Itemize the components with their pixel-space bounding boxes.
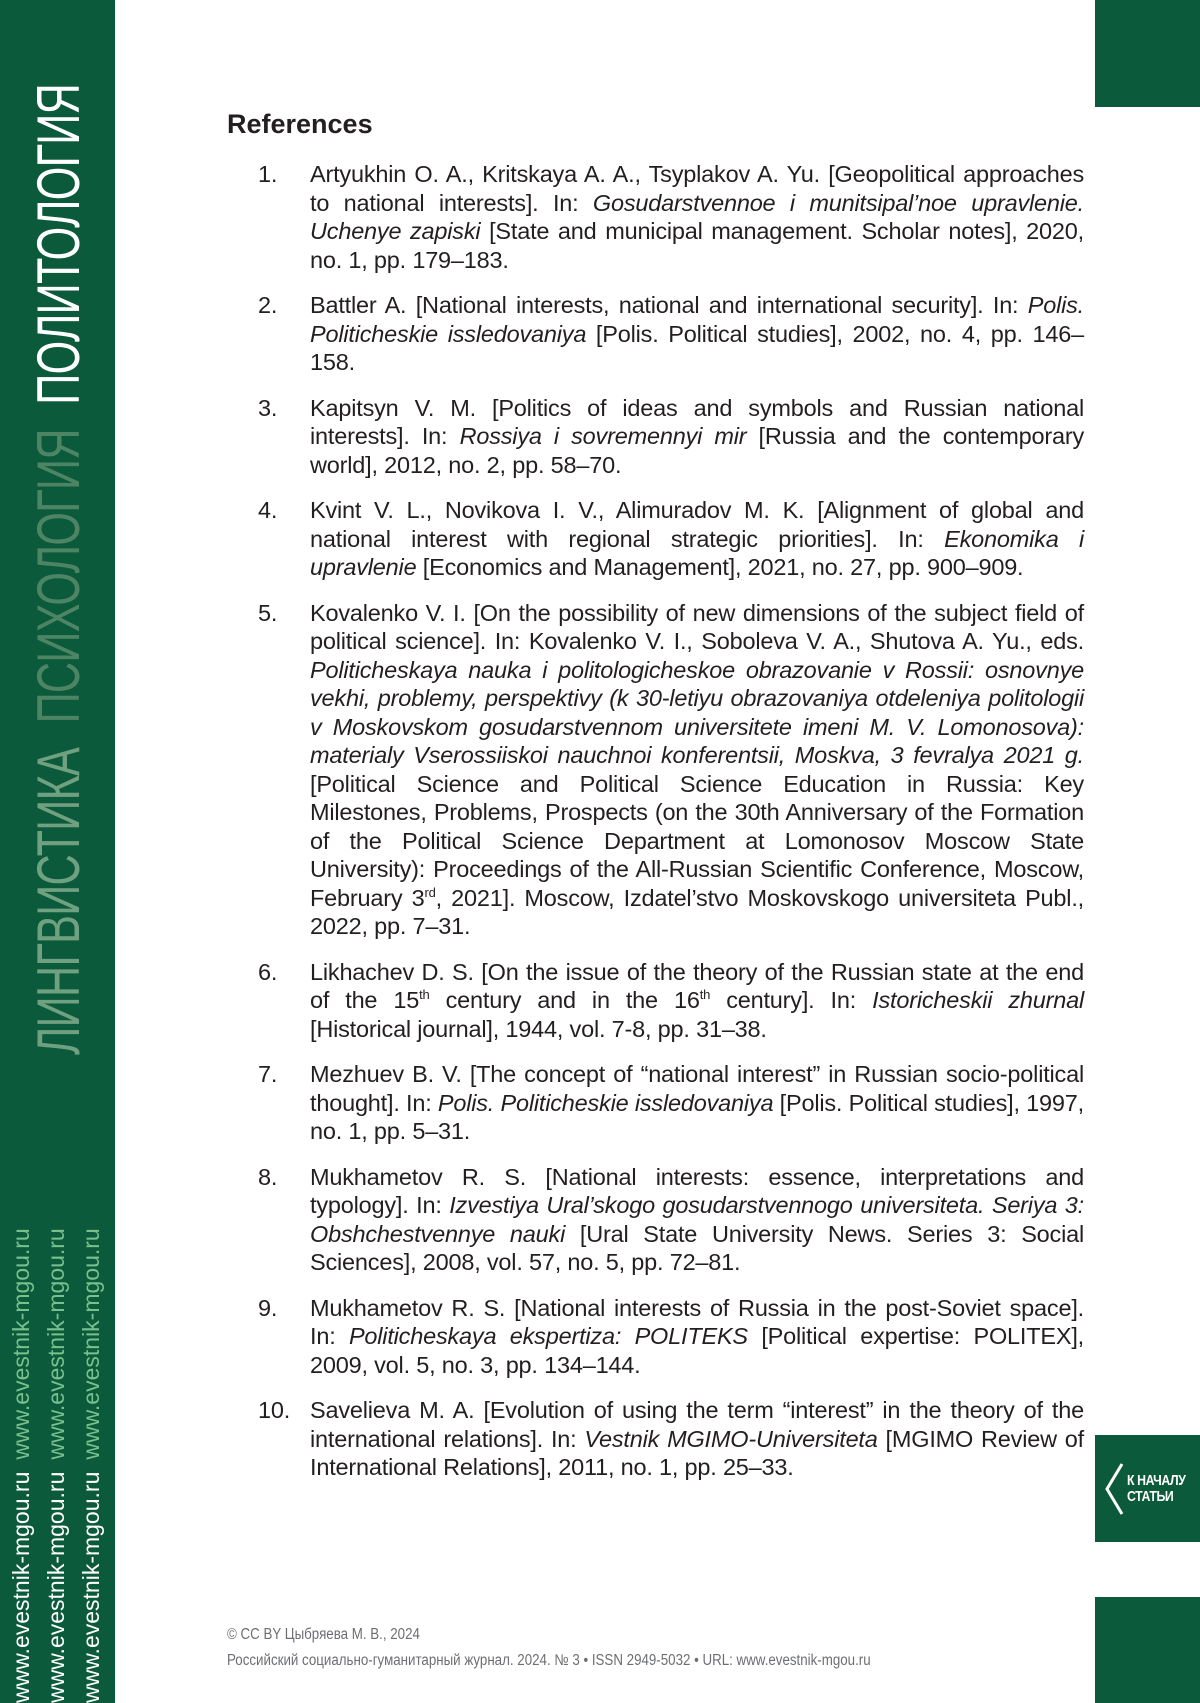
site-url-link[interactable]: www.evestnik-mgou.ru [8,1228,34,1460]
reference-text: Kapitsyn V. M. [Politics of ideas and symbols and Russian national interests]. In: [310,394,1084,449]
site-url-link[interactable]: www.evestnik-mgou.ru [8,1471,34,1703]
reference-number: 7. [258,1061,278,1087]
reference-item [227,958,1084,1044]
reference-item [227,160,1084,274]
reference-text: Kvint V. L., Novikova I. V., Alimuradov M. K. [Alignment of global and national interest with regional strategic priorities]. In: [310,497,1084,552]
site-urls [4,1216,109,1703]
reference-text: [Political Science and Political Science Education in Russia: Key Milestones, Problems, Prospects (on the 30th Anniversary of the Formation of the Political Science Department at Lomonosov Moscow State University): Proceedings of the All-Russian Scientific Conference, Moscow, February 3 [310,770,1084,911]
reference-number: 3. [258,394,278,421]
site-url-link[interactable]: www.evestnik-mgou.ru [43,1471,69,1703]
site-url-link[interactable]: www.evestnik-mgou.ru [78,1228,104,1460]
subject-titles [25,59,92,1055]
reference-text: Mukhametov R. S. [National interests: essence, interpretations and typology]. In: [310,1163,1084,1218]
reference-number: 9. [258,1294,278,1321]
reference-text: [Russia and the contemporary world], 2012, no. 2, pp. 58–70. [310,423,1084,478]
reference-superscript: th [419,987,430,1002]
reference-superscript: rd [424,884,436,900]
reference-source-title: Rossiya i sovremennyi mir [459,423,747,449]
reference-item [227,394,1084,480]
reference-number: 5. [258,599,278,626]
url-line-2 [39,1216,74,1703]
url-line-1 [4,1216,39,1703]
reference-source-title: Polis. Politicheskie issledovaniya [310,292,1084,347]
right-bottom-block [1095,1597,1200,1703]
site-url-link[interactable]: www.evestnik-mgou.ru [43,1228,69,1460]
reference-number: 10. [258,1397,291,1423]
url-line-3 [74,1216,109,1703]
reference-text: [State and municipal management. Scholar notes], 2020, no. 1, pp. 179–183. [310,218,1084,273]
chevron-left-icon [1103,1461,1125,1517]
reference-text: , 2021]. Moscow, Izdatel’stvo Moskovskogo universiteta Publ., 2022, pp. 7–31. [310,884,1084,939]
references-heading: References [227,109,373,139]
subject-linguistics: ЛИНГВИСТИКА [25,747,92,1055]
reference-text: [Economics and Management], 2021, no. 27, pp. 900–909. [416,554,1024,580]
reference-text: Kovalenko V. I. [On the possibility of new dimensions of the subject field of political science]. In: Kovalenko V. I., Soboleva V. A., Shutova A. Yu., eds. [310,599,1084,654]
footer-copyright: © CC BY Цыбряева М. В., 2024 [227,1626,420,1643]
footer-journal-info: Российский социально-гуманитарный журнал. 2024. № 3 • ISSN 2949-5032 • URL: www.evestnik-mgou.ru [227,1652,871,1669]
reference-source-title: Istoricheskii zhurnal [872,987,1084,1013]
reference-text: century]. In: [710,987,873,1013]
page-footer [227,1622,871,1674]
back-to-article-start-button[interactable] [1095,1435,1200,1542]
reference-source-title: Politicheskaya ekspertiza: POLITEKS [348,1323,748,1349]
right-top-block [1095,0,1200,107]
reference-item [227,291,1084,377]
back-to-article-label: К НАЧАЛУ СТАТЬИ [1127,1471,1186,1505]
reference-text: Mezhuev B. V. [The concept of “national interest” in Russian socio-political thought]. In: [310,1061,1084,1116]
reference-text: [Political expertise: POLITEX], 2009, vol. 5, no. 3, pp. 134–144. [310,1323,1085,1378]
reference-number: 2. [258,292,278,318]
reference-text: Battler A. [National interests, national and international security]. In: [310,292,1028,318]
reference-source-title: Izvestiya Ural’skogo gosudarstvennogo universiteta. Seriya 3: Obshchestvennye nauki [310,1192,1084,1247]
reference-item [227,1294,1084,1380]
subject-psychology: ПСИХОЛОГИЯ [25,429,92,724]
reference-source-title: Ekonomika i upravlenie [310,525,1084,580]
reference-source-title: Polis. Politicheskie issledovaniya [437,1089,774,1116]
reference-number: 8. [258,1163,278,1190]
reference-number: 6. [258,958,278,985]
reference-item [227,1163,1084,1277]
references-list [227,160,1084,1482]
reference-item [227,1396,1084,1482]
left-sidebar [0,0,115,1703]
reference-source-title: Vestnik MGIMO-Universiteta [584,1425,878,1452]
reference-superscript: th [699,987,711,1002]
reference-text: Likhachev D. S. [On the issue of the theory of the Russian state at the end of the 15 [310,958,1084,1013]
reference-item [227,496,1084,582]
site-url-link[interactable]: www.evestnik-mgou.ru [78,1471,104,1703]
reference-text: [MGIMO Review of International Relations], 2011, no. 1, pp. 25–33. [310,1425,1084,1480]
references-section [227,106,1084,1499]
reference-number: 1. [258,161,278,187]
reference-item [227,599,1084,941]
reference-source-title: Gosudarstvennoe i munitsipal’noe upravlenie. Uchenye zapiski [310,189,1084,244]
reference-text: [Ural State University News. Series 3: Social Sciences], 2008, vol. 57, no. 5, pp. 72–81. [310,1220,1085,1275]
reference-text: [Polis. Political studies], 1997, no. 1, pp. 5–31. [310,1089,1084,1144]
subject-political-science: ПОЛИТОЛОГИЯ [25,83,92,405]
reference-item [227,1060,1084,1146]
reference-source-title: Politicheskaya nauka i politologicheskoe obrazovanie v Rossii: osnovnye vekhi, problemy, perspektivy (k 30-letiyu obrazovaniya otdeleniya politologii v Moskovskom gosudarstvennom universitete imeni M. V. Lomonosova): materialy Vserossiiskoi nauchnoi konferentsii, Moskva, 3 fevralya 2021 g. [310,656,1084,768]
reference-text: [Historical journal], 1944, vol. 7-8, pp. 31–38. [310,1015,767,1042]
reference-text: Mukhametov R. S. [National interests of Russia in the post-Soviet space]. In: [310,1294,1084,1349]
reference-text: Savelieva M. A. [Evolution of using the term “interest” in the theory of the international relations]. In: [310,1397,1084,1452]
reference-text: century and in the 16 [429,987,700,1013]
reference-text: [Polis. Political studies], 2002, no. 4, pp. 146–158. [310,320,1085,375]
reference-text: Artyukhin O. A., Kritskaya A. A., Tsyplakov A. Yu. [Geopolitical approaches to national interests]. In: [310,161,1084,216]
reference-number: 4. [258,497,278,523]
